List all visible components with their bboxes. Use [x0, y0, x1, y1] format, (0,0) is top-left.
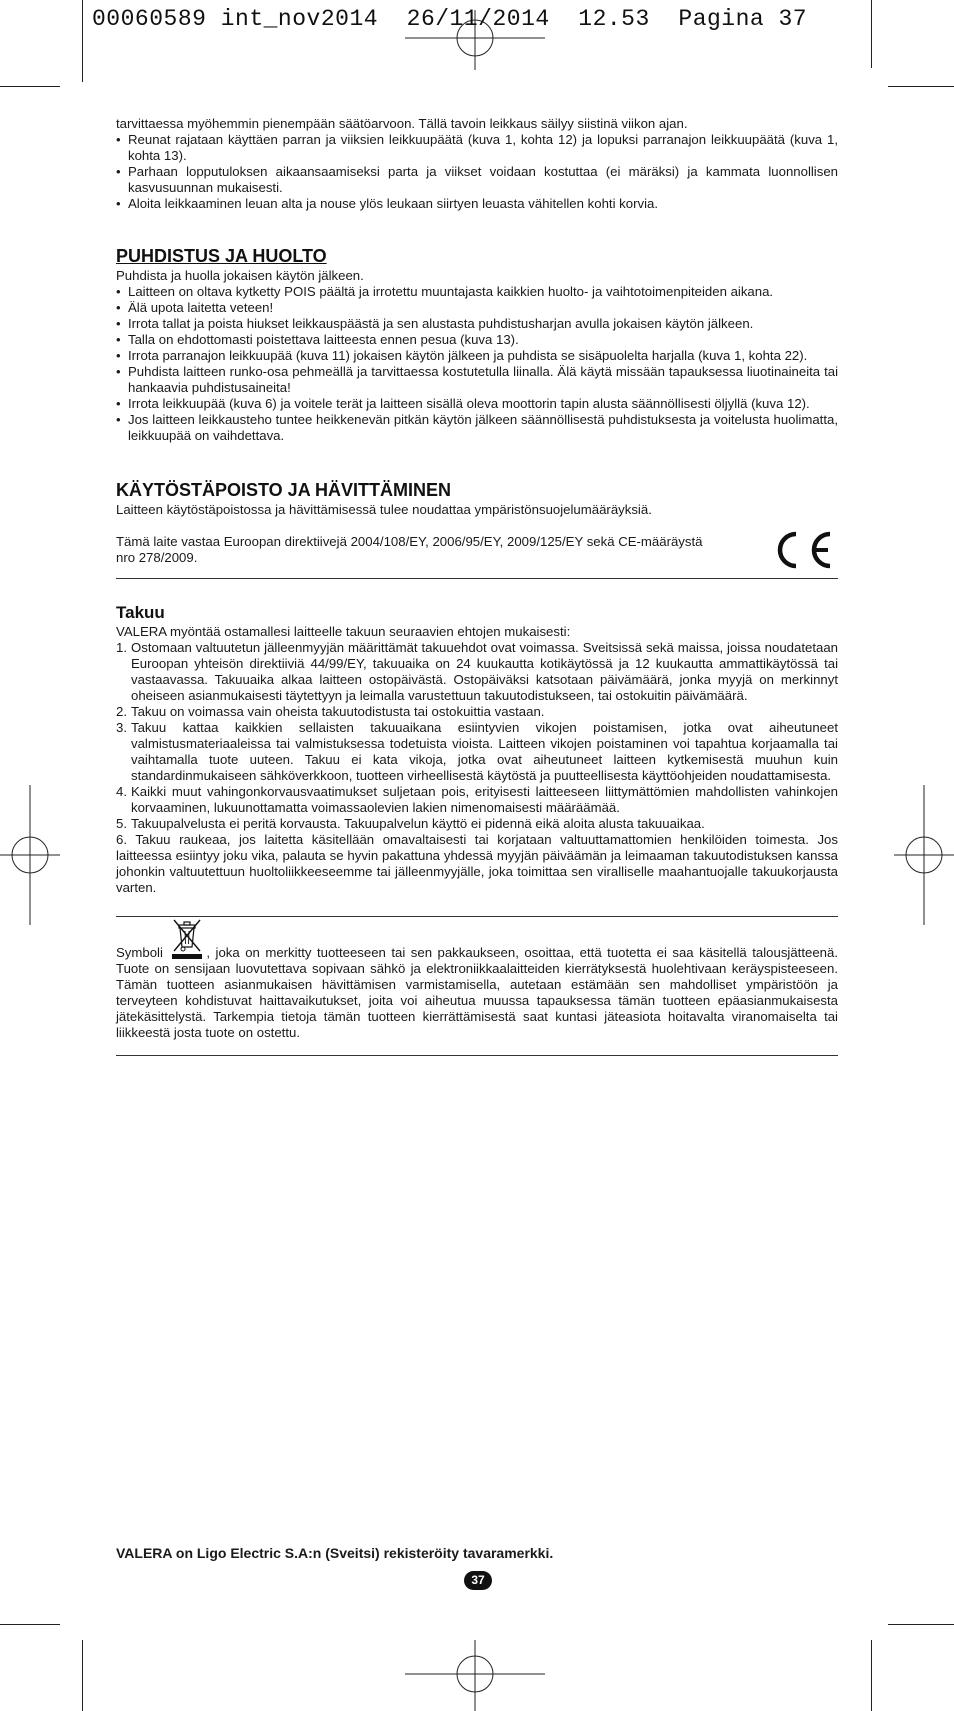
- list-item: • Jos laitteen leikkausteho tuntee heikkenevän pitkän käytön jälkeen säännöllisestä puhdistuksesta ja voitelusta huolimatta, leikkuupää on vaihdettava.: [116, 412, 838, 444]
- item-text: Takuu on voimassa vain oheista takuutodistusta tai ostokuittia vastaan.: [131, 704, 545, 719]
- list-item: • Talla on ehdottomasti poistettava laitteesta ennen pesua (kuva 13).: [116, 332, 838, 348]
- section-disposal: [116, 482, 838, 579]
- disposal-text: Laitteen käytöstäpoistossa ja hävittämisessä tulee noudattaa ympäristönsuojelumääräyksiä.: [116, 502, 652, 517]
- warranty-list: [116, 640, 838, 832]
- cleaning-title: PUHDISTUS JA HUOLTO: [116, 246, 327, 266]
- weee-text: [116, 917, 838, 1041]
- list-item: • Aloita leikkaaminen leuan alta ja nouse ylös leukaan siirtyen leuasta vähitellen kohti korvia.: [116, 196, 838, 212]
- divider: [116, 1055, 838, 1056]
- registration-mark-icon: [894, 785, 954, 925]
- ce-compliance: [116, 534, 838, 566]
- section-warranty: [116, 605, 838, 917]
- item-number: 2.: [116, 704, 127, 719]
- crop-mark: [888, 1624, 954, 1625]
- item-number: 5.: [116, 816, 127, 831]
- list-item: • Irrota parranajon leikkuupää (kuva 11) jokaisen käytön jälkeen ja puhdista se sisäpuolelta harjalla (kuva 1, kohta 22).: [116, 348, 838, 364]
- list-item: • Laitteen on oltava kytketty POIS päältä ja irrotettu muuntajasta kaikkien huolto- ja vaihtotoimenpiteiden aikana.: [116, 284, 838, 300]
- divider: [116, 578, 838, 579]
- list-item: [116, 640, 838, 704]
- list-item: • Parhaan lopputuloksen aikaansaamiseksi parta ja viikset voidaan kostuttaa (ei märäksi) ja kammata luonnollisen kasvusuunnan mukaisesti.: [116, 164, 838, 196]
- disposal-title: KÄYTÖSTÄPOISTO JA HÄVITTÄMINEN: [116, 480, 452, 500]
- list-item: [116, 816, 838, 832]
- trademark-note: VALERA on Ligo Electric S.A:n (Sveitsi) rekisteröity tavaramerkki.: [116, 1545, 554, 1561]
- item-number: 1.: [116, 640, 127, 655]
- crop-mark: [871, 1640, 872, 1711]
- intro-lead: tarvittaessa myöhemmin pienempään säätöarvoon. Tällä tavoin leikkaus säilyy siistinä viikon ajan.: [116, 116, 688, 131]
- list-item: • Puhdista laitteen runko-osa pehmeällä ja tarvittaessa kostutetulla liinalla. Älä käytä missään tapauksessa liuotinaineita tai hankaavia puhdistusaineita!: [116, 364, 838, 396]
- directive-text: Tämä laite vastaa Euroopan direktiivejä 2004/108/EY, 2006/95/EY, 2009/125/EY sekä CE-määräystä nro 278/2009.: [116, 534, 703, 565]
- list-item: • Irrota leikkuupää (kuva 6) ja voitele terät ja laitteen sisällä oleva moottorin tapin alusta säännöllisesti öljyllä (kuva 12).: [116, 396, 838, 412]
- list-item: • Irrota tallat ja poista hiukset leikkauspäästä ja sen alustasta puhdistusharjan avulla jokaisen käytön jälkeen.: [116, 316, 838, 332]
- item-text: Takuupalvelusta ei peritä korvausta. Takuupalvelun käyttö ei pidennä eikä aloita alusta takuuaikaa.: [131, 816, 705, 831]
- item-text: Takuu kattaa kaikkien sellaisten takuuaikana esiintyvien vikojen poistamisen, jotka ovat aiheutuneet valmistusmateriaaleissa tai valmistuksessa todetuista vioista. Laitteen vikojen poistaminen voi tapahtua korjaamalla tai vaihtamalla tuote uuteen. Takuu ei kata vikoja, jotka ovat aiheutuneet laitteen kytkemisestä muuhun kuin standardinmukaiseen sähköverkkoon, tuotteen virheellisestä käytöstä ja puutteellisesta käyttöohjeiden noudattamisesta.: [131, 720, 838, 783]
- ce-mark-icon: [766, 528, 838, 572]
- registration-mark-icon: [405, 1640, 545, 1711]
- list-item: • Älä upota laitetta veteen!: [116, 300, 838, 316]
- item-text: Ostomaan valtuutetun jälleenmyyjän määrittämät takuuehdot ovat voimassa. Sveitsissä sekä maissa, joissa noudatetaan Euroopan yhteisön direktiiviä 44/99/EY, takuuaika on 24 kuukautta kotikäytössä ja 12 kuukautta ammattikäytössä tai vastaavassa. Takuuaika alkaa laitteen ostopäivästä. Ostopäiväksi katsotaan päivämäärä, jonka myyjä on merkinnyt oheiseen asianmukaisesti täytettyyn ja leimalla varustettuun takuutodistukseen, tai ostokuitin päivämäärä.: [131, 640, 838, 703]
- cleaning-list: [116, 284, 838, 444]
- page-number: 37: [464, 1571, 492, 1590]
- list-item: [116, 704, 838, 720]
- registration-mark-icon: [0, 785, 60, 925]
- document-body: [116, 116, 838, 1056]
- section-weee: [116, 917, 838, 1056]
- weee-lead-word: Symboli: [116, 945, 163, 960]
- cleaning-lead: Puhdista ja huolla jokaisen käytön jälkeen.: [116, 268, 364, 283]
- list-item: [116, 720, 838, 784]
- crop-mark: [888, 86, 954, 87]
- crop-mark: [0, 1624, 60, 1625]
- item-number: 4.: [116, 784, 127, 799]
- warranty-item-6: 6. Takuu raukeaa, jos laitetta käsitellään omavaltaisesti tai korjataan valtuuttamattomien henkilöiden toimesta. Jos laitteessa esiintyy joku vika, palauta se hyvin pakattuna yhdessä myyjän päiväämän ja leimaaman takuutodistuksen kanssa johonkin valtuutettuun huoltoliikkeeseemme tai jälleenmyyjälle, joka toimittaa sen viralliselle maahantuojalle takuukorjausta varten.: [116, 832, 838, 895]
- warranty-lead: VALERA myöntää ostamallesi laitteelle takuun seuraavien ehtojen mukaisesti:: [116, 624, 571, 639]
- weee-body: , joka on merkitty tuotteeseen tai sen pakkaukseen, osoittaa, että tuotetta ei saa käsitellä talousjätteenä. Tuote on sensijaan luovutettava sopivaan sähkö ja elektroniikkaalaitteiden kierrätyksestä huolehtivaan keräyspisteeseen. Tämän tuotteen asianmukaisen hävittämisen varmistamisella, autetaan estämään sen mahdolliset ympäristöön ja terveyteen kohdistuvat haittavaikutukset, joita voi aiheutua muussa tapauksessa tämän tuotteen epäasianmukaisesta jätekäsittelystä. Tarkempia tietoja tämän tuotteen kierrättämisestä saat kuntasi jäteasiota hoitavalta viranomaiselta tai liikkeestä josta tuote on ostettu.: [116, 945, 839, 1040]
- item-number: 3.: [116, 720, 127, 735]
- crop-mark: [82, 0, 83, 82]
- crop-mark: [82, 1640, 83, 1711]
- warranty-title: Takuu: [116, 603, 165, 622]
- crossed-out-bin-icon: [170, 917, 204, 961]
- section-intro: [116, 116, 838, 212]
- intro-list: [116, 132, 838, 212]
- list-item: • Reunat rajataan käyttäen parran ja viiksien leikkuupäätä (kuva 1, kohta 12) ja lopuksi parranajon leikkuupäätä (kuva 1, kohta 13).: [116, 132, 838, 164]
- crop-mark: [871, 0, 872, 68]
- section-cleaning: [116, 248, 838, 444]
- print-slug: 00060589 int_nov2014 26/11/2014 12.53 Pagina 37: [92, 6, 808, 32]
- crop-mark: [0, 86, 60, 87]
- list-item: [116, 784, 838, 816]
- item-text: Kaikki muut vahingonkorvausvaatimukset suljetaan pois, erityisesti laitteeseen liittymättömien mahdollisten vahinkojen korvaaminen, lukuunottamatta voimassaolevien lakien nimenomaisesti määräämää.: [131, 784, 838, 815]
